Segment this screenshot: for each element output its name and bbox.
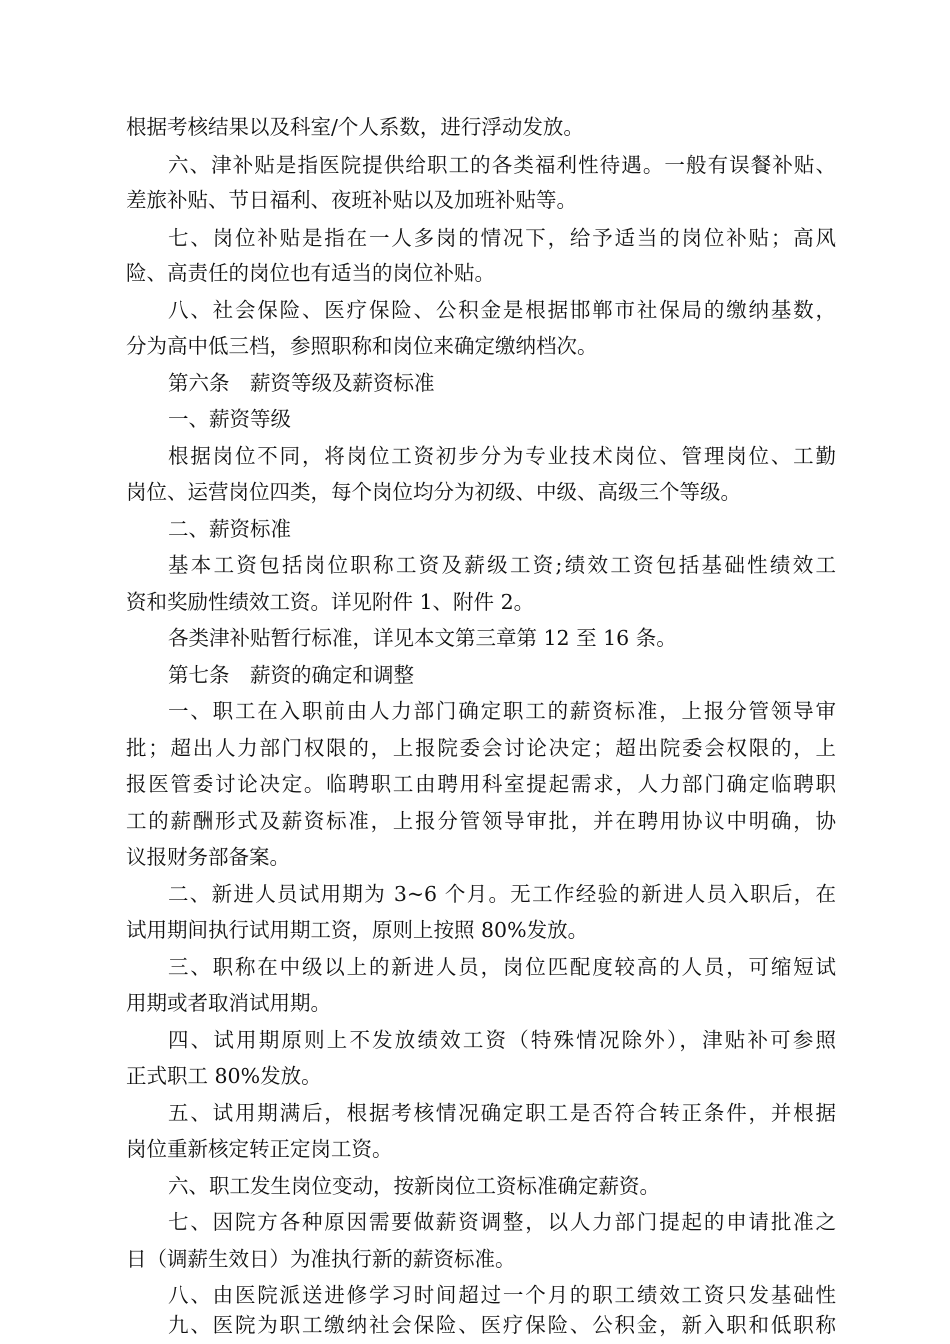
text-line: 六、津补贴是指医院提供给职工的各类福利性待遇。一般有误餐补贴、 [168, 153, 836, 177]
subsection-heading: 二、薪资标准 [168, 517, 291, 541]
text-line: 日（调薪生效日）为准执行新的薪资标准。 [126, 1247, 516, 1271]
text-line: 根据考核结果以及科室/个人系数，进行浮动发放。 [126, 115, 584, 139]
text-line: 批；超出人力部门权限的，上报院委会讨论决定；超出院委会权限的，上 [126, 736, 836, 760]
text-line: 六、职工发生岗位变动，按新岗位工资标准确定薪资。 [168, 1174, 660, 1198]
text-line: 四、试用期原则上不发放绩效工资（特殊情况除外），津贴补可参照 [168, 1028, 836, 1052]
text-line: 险、高责任的岗位也有适当的岗位补贴。 [126, 261, 495, 285]
text-line: 根据岗位不同，将岗位工资初步分为专业技术岗位、管理岗位、工勤 [168, 444, 836, 468]
text-line: 七、因院方各种原因需要做薪资调整，以人力部门提起的申请批准之 [168, 1210, 836, 1234]
text-line: 八、由医院派送进修学习时间超过一个月的职工绩效工资只发基础性 [168, 1283, 836, 1307]
text-line: 报医管委讨论决定。临聘职工由聘用科室提起需求，人力部门确定临聘职 [126, 772, 836, 796]
text-line: 基本工资包括岗位职称工资及薪级工资;绩效工资包括基础性绩效工 [168, 553, 836, 577]
text-line: 岗位重新核定转正定岗工资。 [126, 1137, 393, 1161]
section-heading: 第六条 薪资等级及薪资标准 [168, 371, 435, 395]
text-line: 议报财务部备案。 [126, 845, 290, 869]
text-line: 八、社会保险、医疗保险、公积金是根据邯郸市社保局的缴纳基数， [168, 298, 836, 322]
text-line: 分为高中低三档，参照职称和岗位来确定缴纳档次。 [126, 334, 598, 358]
text-line: 三、职称在中级以上的新进人员，岗位匹配度较高的人员，可缩短试 [168, 955, 836, 979]
text-line: 正式职工 80%发放。 [126, 1064, 322, 1088]
text-line: 工的薪酬形式及薪资标准，上报分管领导审批，并在聘用协议中明确，协 [126, 809, 836, 833]
text-line: 一、职工在入职前由人力部门确定职工的薪资标准，上报分管领导审 [168, 699, 836, 723]
subsection-heading: 一、薪资等级 [168, 407, 291, 431]
section-heading: 第七条 薪资的确定和调整 [168, 663, 414, 687]
text-line: 差旅补贴、节日福利、夜班补贴以及加班补贴等。 [126, 188, 577, 212]
text-line: 用期或者取消试用期。 [126, 991, 331, 1015]
text-line: 九、医院为职工缴纳社会保险、医疗保险、公积金，新入职和低职称 [168, 1313, 836, 1337]
text-line: 七、岗位补贴是指在一人多岗的情况下，给予适当的岗位补贴；高风 [168, 226, 836, 250]
text-line: 岗位、运营岗位四类，每个岗位均分为初级、中级、高级三个等级。 [126, 480, 741, 504]
text-line: 二、新进人员试用期为 3~6 个月。无工作经验的新进人员入职后，在 [168, 882, 836, 906]
text-line: 五、试用期满后，根据考核情况确定职工是否符合转正条件，并根据 [168, 1101, 836, 1125]
text-line: 资和奖励性绩效工资。详见附件 1、附件 2。 [126, 590, 535, 614]
text-line: 试用期间执行试用期工资，原则上按照 80%发放。 [126, 918, 589, 942]
text-line: 各类津补贴暂行标准，详见本文第三章第 12 至 16 条。 [168, 626, 677, 650]
